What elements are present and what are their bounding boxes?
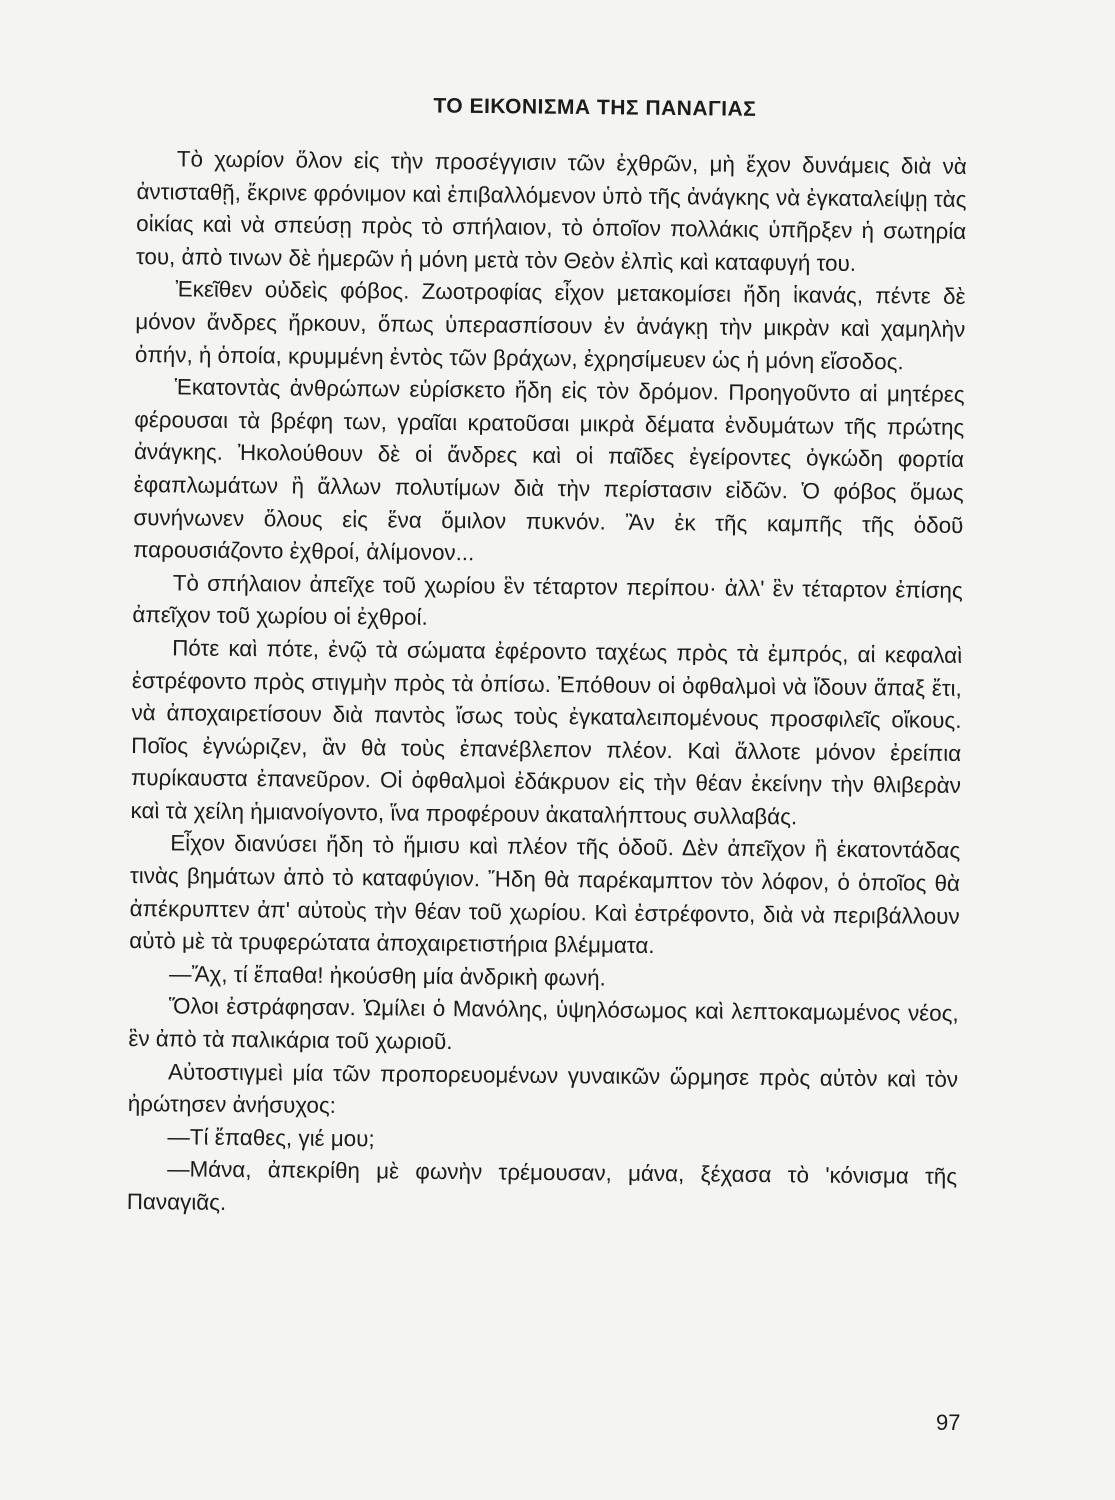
dialogue-line: —Ἄχ, τί ἔπαθα! ἠκούσθη μία ἀνδρικὴ φωνή. [168, 961, 606, 991]
paragraph: Τὸ σπήλαιον ἀπεῖχε τοῦ χωρίου ἓν τέταρτον περίπου· ἀλλ' ἓν τέταρτον ἐπίσης ἀπεῖχον τοῦ χωρίου οἱ ἐχθροί. [132, 570, 963, 631]
paragraph: Τὸ χωρίον ὅλον εἰς τὴν προσέγγισιν τῶν ἐχθρῶν, μὴ ἔχον δυνάμεις διὰ νὰ ἀντισταθῇ, ἔκρινε φρόνιμον καὶ ἐπιβαλλόμενον ὑπὸ τῆς ἀνάγκης νὰ ἐγκαταλείψῃ τὰς οἰκίας καὶ νὰ σπεύσῃ πρὸς τὸ σπήλαιον, τὸ ὁποῖον πολλάκις ὑπῆρξεν ἡ σωτηρία του, ἀπὸ τινων δὲ ἡμερῶν ἡ μόνη μετὰ τὸν Θεὸν ἐλπὶς καὶ καταφυγή του. [135, 146, 967, 276]
paragraph: Ἐκεῖθεν οὐδεὶς φόβος. Ζωοτροφίας εἶχον μετακομίσει ἤδη ἱκανάς, πέντε δὲ μόνον ἄνδρες ἤρκουν, ὅπως ὑπερασπίσουν ἐν ἀνάγκῃ τὴν μικρὰν καὶ χαμηλὴν ὀπήν, ἡ ὁποία, κρυμμένη ἐντὸς τῶν βράχων, ἐχρησίμευεν ὡς ἡ μόνη εἴσοδος. [134, 276, 966, 374]
page-number: 97 [936, 1410, 961, 1435]
body-text [127, 143, 967, 1227]
dialogue-line: —Μάνα, ἀπεκρίθη μὲ φωνὴν τρέμουσαν, μάνα, ξέχασα τὸ 'κόνισμα τῆς Παναγιᾶς. [126, 1156, 958, 1215]
paragraph: Πότε καὶ πότε, ἐνῷ τὰ σώματα ἐφέροντο ταχέως πρὸς τὰ ἐμπρός, αἱ κεφαλαὶ ἐστρέφοντο πρὸς στιγμὴν πρὸς τὰ ὀπίσω. Ἐπόθουν οἱ ὀφθαλμοὶ νὰ ἴδουν ἅπαξ ἔτι, νὰ ἀποχαιρετίσουν διὰ παντὸς ἴσως τοὺς ἐγκαταλειπομένους προσφιλεῖς οἴκους. Ποῖος ἐγνώριζεν, ἂν θὰ τοὺς ἐπανέβλεπον πλέον. Καὶ ἄλλοτε μόνον ἐρείπια πυρίκαυστα ἐπανεῦρον. Οἱ ὀφθαλμοὶ ἐδάκρυον εἰς τὴν θέαν ἐκείνην τὴν θλιβερὰν καὶ τὰ χείλη ἡμιανοίγοντο, ἵνα προφέρουν ἀκαταλήπτους συλλαβάς. [130, 635, 963, 830]
paragraph: Ἑκατοντὰς ἀνθρώπων εὑρίσκετο ἤδη εἰς τὸν δρόμον. Προηγοῦντο αἱ μητέρες φέρουσαι τὰ βρέφη των, γραῖαι κρατοῦσαι μικρὰ δέματα ἐνδυμάτων τῆς πρώτης ἀνάγκης. Ἠκολούθουν δὲ οἱ ἄνδρες καὶ οἱ παῖδες ἐγείροντες ὀγκώδη φορτία ἐφαπλωμάτων ἢ ἄλλων πολυτίμων διὰ τὴν περίστασιν εἰδῶν. Ὁ φόβος ὅμως συνήνωνεν ὅλους εἰς ἕνα ὅμιλον πυκνόν. Ἂν ἐκ τῆς καμπῆς τῆς ὁδοῦ παρουσιάζοντο ἐχθροί, ἀλίμονον... [132, 374, 965, 566]
paragraph: Εἶχον διανύσει ἤδη τὸ ἥμισυ καὶ πλέον τῆς ὁδοῦ. Δὲν ἀπεῖχον ἢ ἑκατοντάδας τινὰς βημάτων ἀπὸ τὸ καταφύγιον. Ἤδη θὰ παρέκαμπτον τὸν λόφον, ὁ ὁποῖος θὰ ἀπέκρυπτεν ἀπ' αὐτοὺς τὴν θέαν τοῦ χωρίου. Καὶ ἐστρέφοντο, διὰ νὰ περιβάλλουν αὐτὸ μὲ τὰ τρυφερώτατα ἀποχαιρετιστήρια βλέμματα. [129, 830, 961, 959]
chapter-title: ΤΟ ΕΙΚΟΝΙΣΜΑ ΤΗΣ ΠΑΝΑΓΙΑΣ [433, 94, 757, 121]
dialogue-line: —Τί ἔπαθες, γιέ μου; [167, 1124, 375, 1152]
paragraph: Ὅλοι ἐστράφησαν. Ὡμίλει ὁ Μανόλης, ὑψηλόσωμος καὶ λεπτοκαμωμένος νέος, ἓν ἀπὸ τὰ παλικάρια τοῦ χωριοῦ. [128, 993, 959, 1055]
paragraph: Αὐτοστιγμεὶ μία τῶν προπορευομένων γυναικῶν ὥρμησε πρὸς αὐτὸν καὶ τὸν ἠρώτησεν ἀνήσυχος: [127, 1058, 959, 1119]
